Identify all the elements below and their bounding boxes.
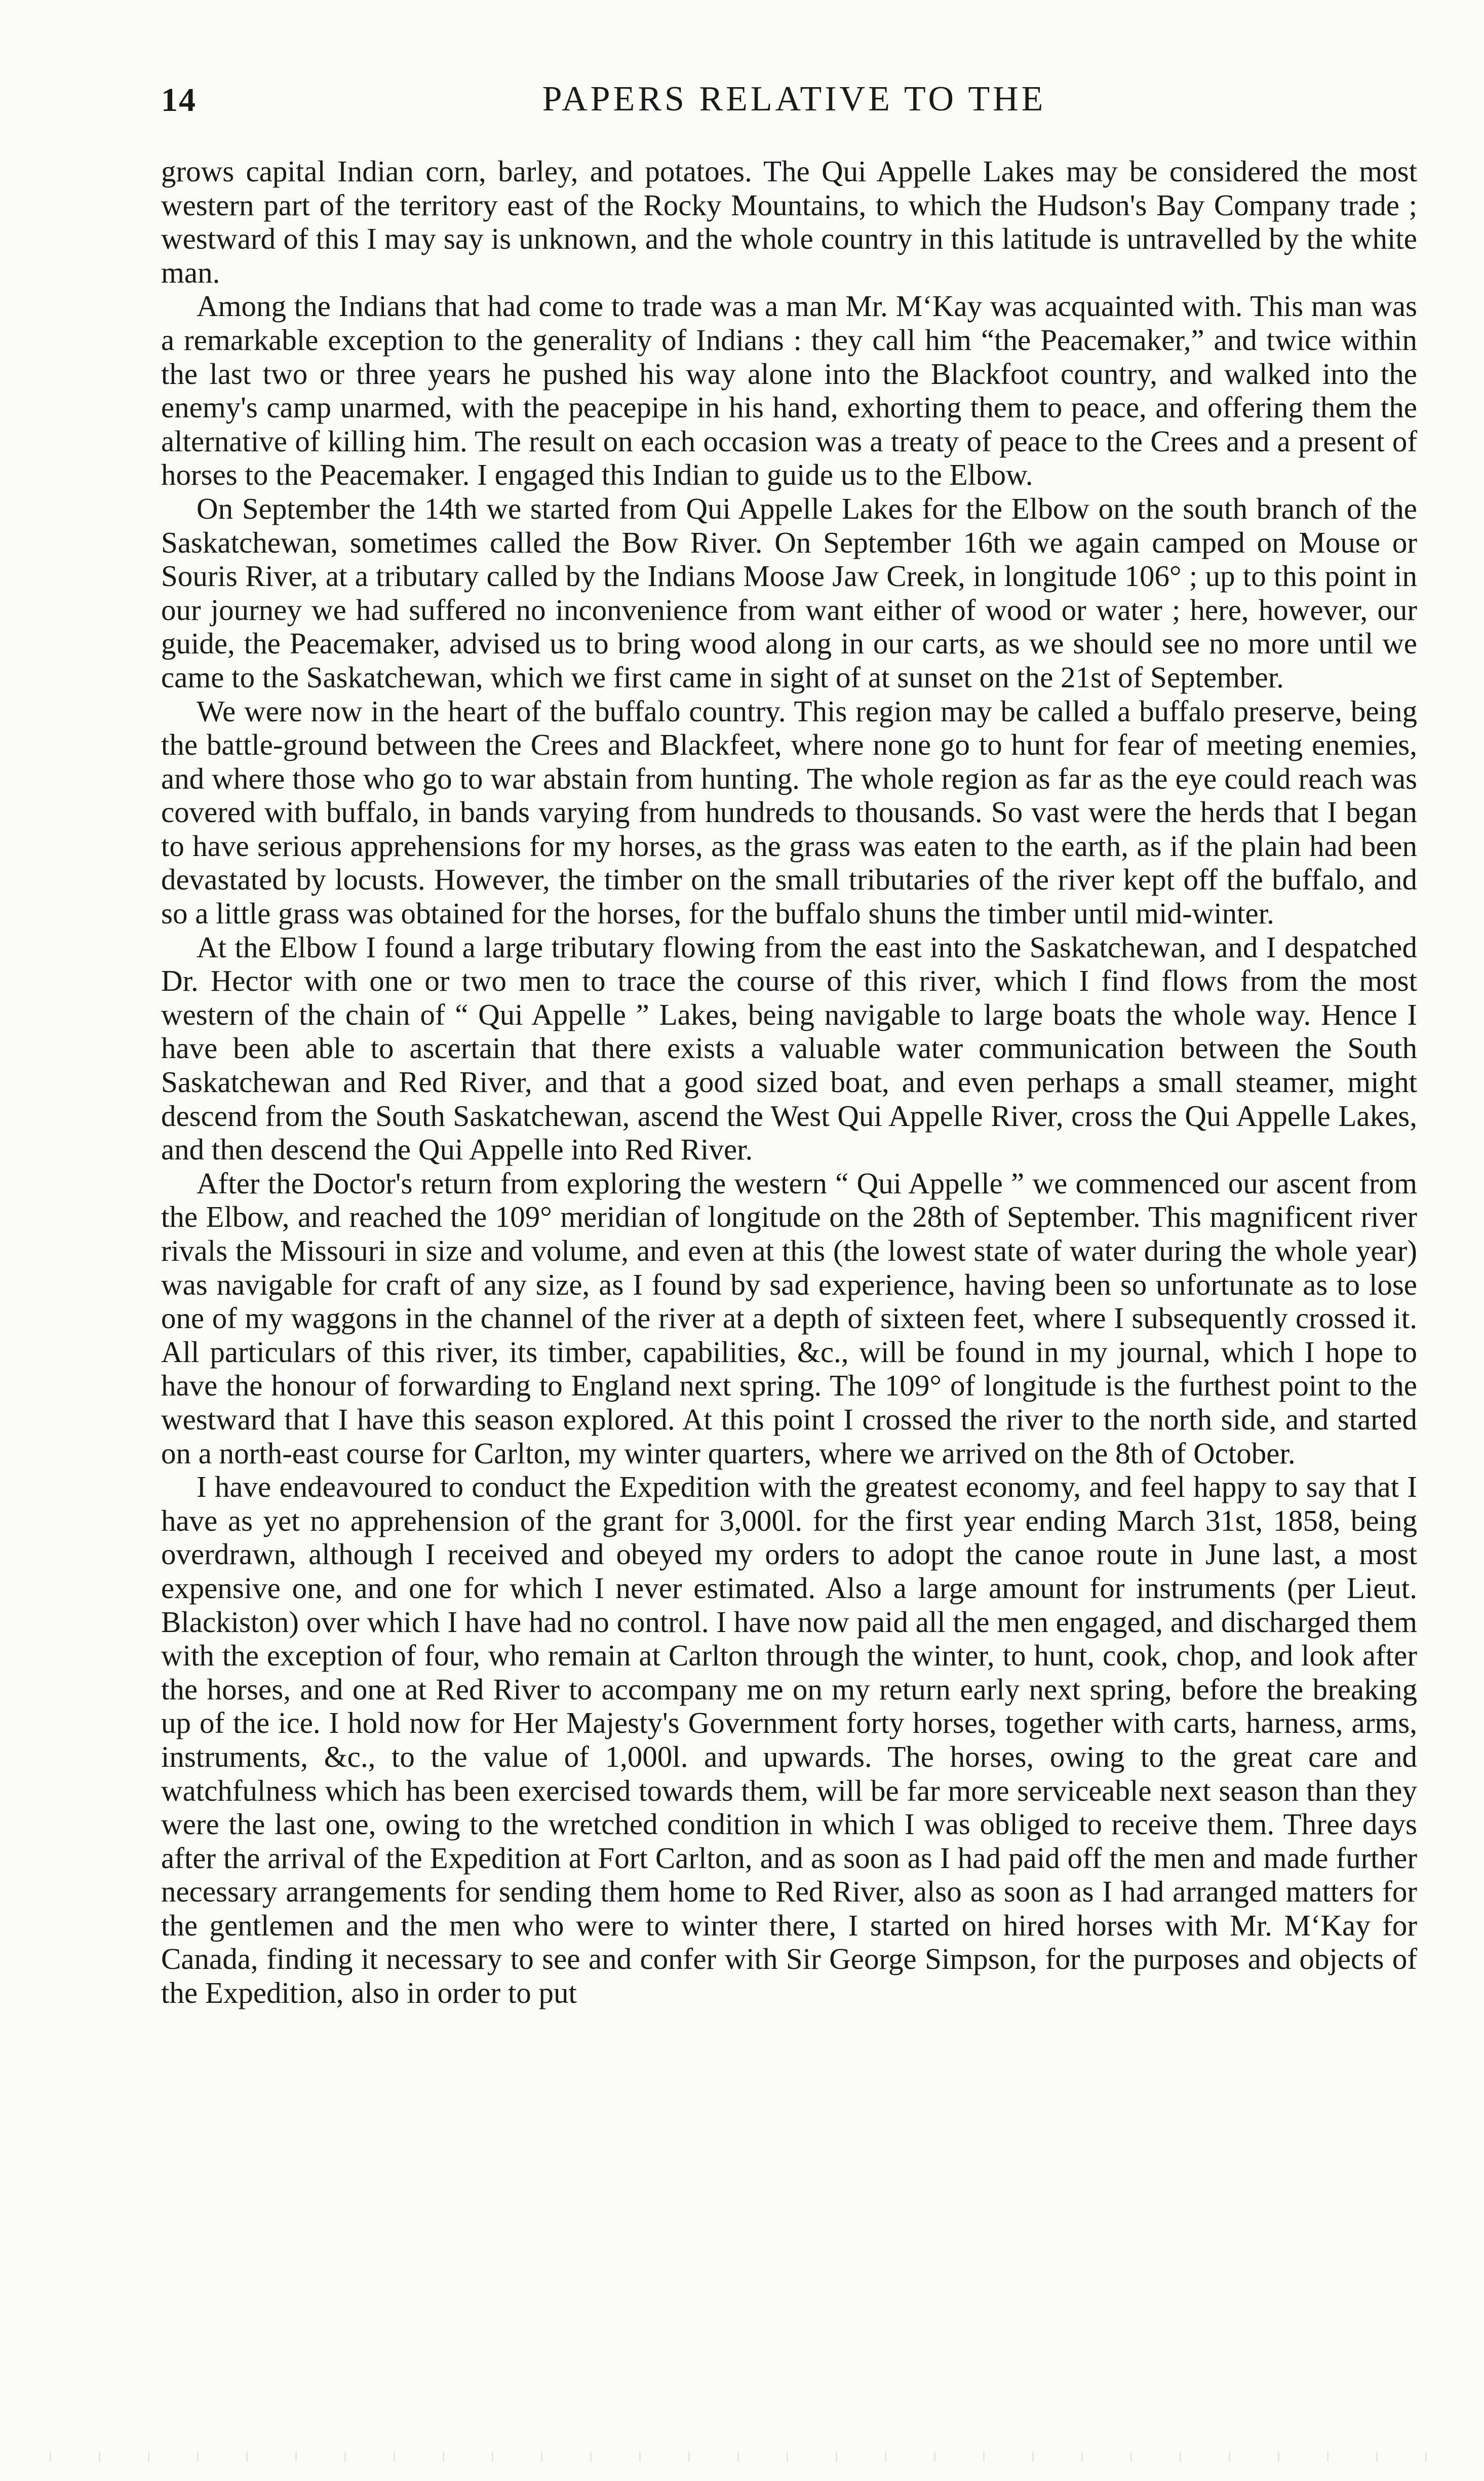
paragraph-expedition-economy: I have endeavoured to conduct the Expedition with the greatest economy, and feel happy to say that I have as yet no apprehension of the grant for 3,000l. for the first year ending March 31st, 1858, being overdrawn, although I received and obeyed my orders to adopt the canoe route in June last, a most expensive one, and one for which I never estimated. Also a large amount for instruments (per Lieut. Blackiston) over which I have had no control. I have now paid all the men engaged, and discharged them with the exception of four, who remain at Carlton through the winter, to hunt, cook, chop, and look after the horses, and one at Red River to accompany me on my return early next spring, before the breaking up of the ice. I hold now for Her Majesty's Government forty horses, together with carts, harness, arms, instruments, &c., to the value of 1,000l. and upwards. The horses, owing to the great care and watchfulness which has been exercised towards them, will be far more serviceable next season than they were the last one, owing to the wretched condition in which I was obliged to receive them. Three days after the arrival of the Expedition at Fort Carlton, and as soon as I had paid off the men and made further necessary arrangements for sending them home to Red River, also as soon as I had arranged matters for the gentlemen and the men who were to winter there, I started on hired horses with Mr. M‘Kay for Canada, finding it necessary to see and confer with Sir George Simpson, for the purposes and objects of the Expedition, also in order to put [161, 1470, 1417, 2010]
paragraph-buffalo-country: We were now in the heart of the buffalo country. This region may be called a buffalo preserve, being the battle-ground between the Crees and Blackfeet, where none go to hunt for fear of meeting enemies, and where those who go to war abstain from hunting. The whole region as far as the eye could reach was covered with buffalo, in bands varying from hundreds to thousands. So vast were the herds that I began to have serious apprehensions for my horses, as the grass was eaten to the earth, as if the plain had been devastated by locusts. However, the timber on the small tributaries of the river kept off the buffalo, and so a little grass was obtained for the horses, for the buffalo shuns the timber until mid-winter. [161, 694, 1417, 931]
paragraph-water-communication: At the Elbow I found a large tributary flowing from the east into the Saskatchewan, and I despatched Dr. Hector with one or two men to trace the course of this river, which I find flows from the most western of the chain of “ Qui Appelle ” Lakes, being navigable to large boats the whole way. Hence I have been able to ascertain that there exists a valuable water communication between the South Saskatchewan and Red River, and that a good sized boat, and even perhaps a small steamer, might descend from the South Saskatchewan, ascend the West Qui Appelle River, cross the Qui Appelle Lakes, and then descend the Qui Appelle into Red River. [161, 930, 1417, 1167]
paragraph-peacemaker: Among the Indians that had come to trade was a man Mr. M‘Kay was acquainted with. This man was a remarkable exception to the generality of Indians : they call him “the Peacemaker,” and twice within the last two or three years he pushed his way alone into the Blackfoot country, and walked into the enemy's camp unarmed, with the peacepipe in his hand, exhorting them to peace, and offering them the alternative of killing him. The result on each occasion was a treaty of peace to the Crees and a present of horses to the Peacemaker. I engaged this Indian to guide us to the Elbow. [161, 289, 1417, 492]
paragraph-ascent-of-river: After the Doctor's return from exploring the western “ Qui Appelle ” we commenced our ascent from the Elbow, and reached the 109° meridian of longitude on the 28th of September. This magnificent river rivals the Missouri in size and volume, and even at this (the lowest state of water during the whole year) was navigable for craft of any size, as I found by sad experience, having been so unfortunate as to lose one of my waggons in the channel of the river at a depth of sixteen feet, where I subsequently crossed it. All particulars of this river, its timber, capabilities, &c., will be found in my journal, which I hope to have the honour of forwarding to England next spring. The 109° of longitude is the furthest point to the westward that I have this season explored. At this point I crossed the river to the north side, and started on a north-east course for Carlton, my winter quarters, where we arrived on the 8th of October. [161, 1166, 1417, 1470]
body-text [161, 154, 1417, 2398]
page-header [161, 76, 1427, 132]
page-number: 14 [161, 82, 197, 119]
page-bottom-specks [30, 2452, 1449, 2462]
running-title: PAPERS RELATIVE TO THE [542, 80, 1046, 119]
paragraph-journey-to-elbow: On September the 14th we started from Qui Appelle Lakes for the Elbow on the south branch of the Saskatchewan, sometimes called the Bow River. On September 16th we again camped on Mouse or Souris River, at a tributary called by the Indians Moose Jaw Creek, in longitude 106° ; up to this point in our journey we had suffered no inconvenience from want either of wood or water ; here, however, our guide, the Peacemaker, advised us to bring wood along in our carts, as we should see no more until we came to the Saskatchewan, which we first came in sight of at sunset on the 21st of September. [161, 491, 1417, 694]
paragraph-corn-and-lakes: grows capital Indian corn, barley, and potatoes. The Qui Appelle Lakes may be considered the most western part of the territory east of the Rocky Mountains, to which the Hudson's Bay Company trade ; westward of this I may say is unknown, and the whole country in this latitude is untravelled by the white man. [161, 154, 1417, 289]
